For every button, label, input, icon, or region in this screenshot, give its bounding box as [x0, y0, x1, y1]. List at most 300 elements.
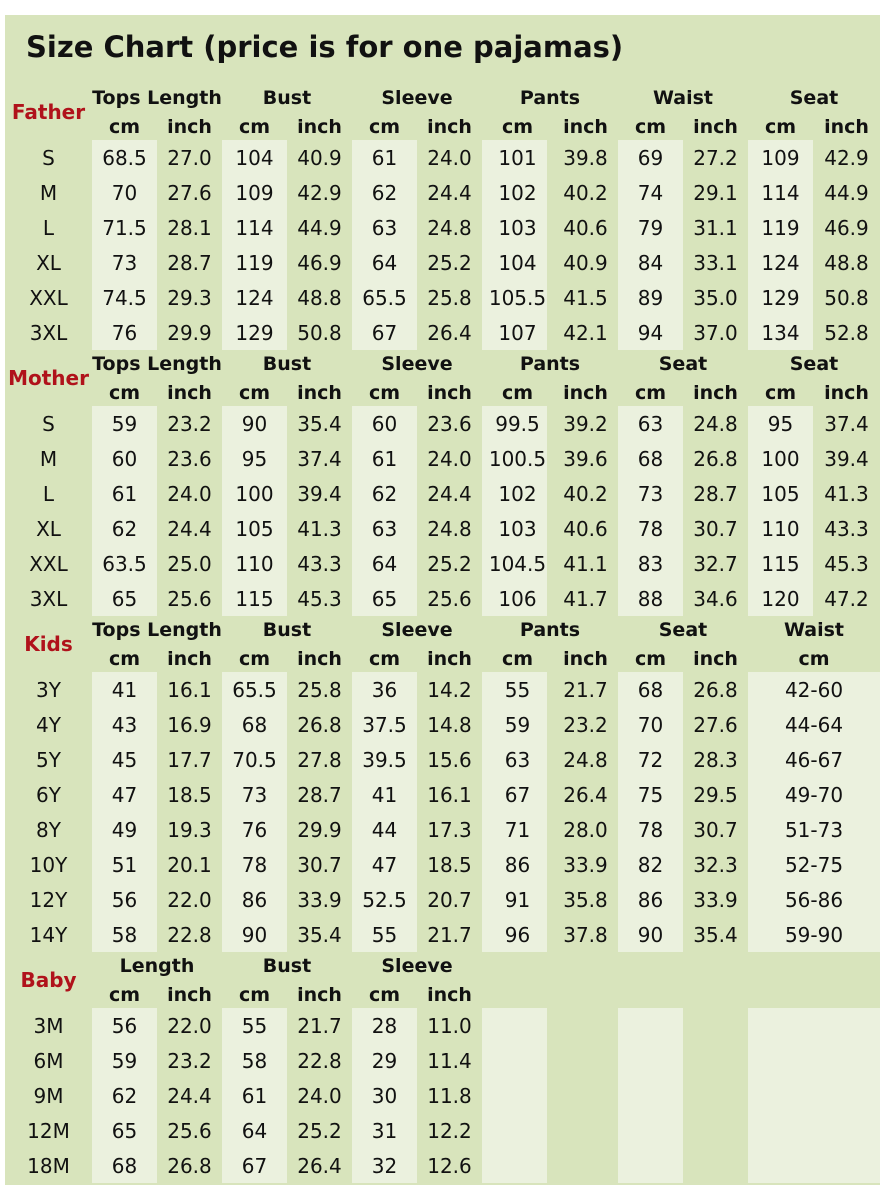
measurement-cell: 55 — [504, 677, 531, 702]
measurement-cell: 40.6 — [563, 516, 608, 541]
measurement-cell: 39.4 — [824, 446, 869, 471]
measurement-cell: 59-90 — [784, 922, 844, 947]
measurement-cell: 33.9 — [297, 887, 342, 912]
measurement-cell: 76 — [241, 817, 268, 842]
measurement-cell: 40.6 — [563, 215, 608, 240]
measurement-cell: 95 — [767, 411, 794, 436]
measurement-cell: 32.3 — [693, 852, 738, 877]
measurement-cell: 24.8 — [427, 215, 472, 240]
unit-header: cm — [501, 647, 534, 670]
measurement-cell: 23.2 — [563, 712, 608, 737]
measurement-cell: 37.8 — [563, 922, 608, 947]
measurement-cell: 86 — [504, 852, 531, 877]
measurement-cell: 33.9 — [563, 852, 608, 877]
measurement-cell: 52.8 — [824, 320, 869, 345]
measurement-cell: 48.8 — [824, 250, 869, 275]
measurement-cell: 41.1 — [563, 551, 608, 576]
size-label: S — [42, 145, 55, 170]
measurement-cell: 24.0 — [167, 481, 212, 506]
measurement-cell: 22.8 — [297, 1048, 342, 1073]
measurement-cell: 24.4 — [167, 516, 212, 541]
measurement-cell: 48.8 — [297, 285, 342, 310]
measurement-cell: 71.5 — [102, 215, 147, 240]
measurement-cell: 67 — [241, 1153, 268, 1178]
column-header: Sleeve — [381, 955, 453, 977]
column-header: Waist — [783, 619, 844, 641]
measurement-cell: 74.5 — [102, 285, 147, 310]
measurement-cell: 110 — [235, 551, 274, 576]
size-label: 12Y — [29, 887, 68, 912]
measurement-cell: 56-86 — [784, 887, 844, 912]
measurement-cell: 78 — [241, 852, 268, 877]
measurement-cell: 31.1 — [693, 215, 738, 240]
measurement-cell: 61 — [241, 1083, 268, 1108]
unit-header: cm — [501, 115, 534, 138]
measurement-cell: 84 — [637, 250, 664, 275]
measurement-cell: 25.2 — [297, 1118, 342, 1143]
measurement-cell: 11.8 — [427, 1083, 472, 1108]
measurement-cell: 35.4 — [297, 922, 342, 947]
measurement-cell: 37.4 — [824, 411, 869, 436]
measurement-cell: 60 — [371, 411, 398, 436]
unit-header: inch — [427, 115, 472, 138]
measurement-cell: 61 — [371, 145, 398, 170]
measurement-cell: 55 — [241, 1013, 268, 1038]
measurement-cell: 79 — [637, 215, 664, 240]
size-label: 3Y — [36, 677, 61, 702]
measurement-cell: 73 — [111, 250, 138, 275]
unit-header: inch — [427, 983, 472, 1006]
measurement-cell: 73 — [241, 782, 268, 807]
measurement-cell: 29.5 — [693, 782, 738, 807]
unit-header: cm — [238, 647, 271, 670]
measurement-cell: 45 — [111, 747, 138, 772]
unit-header: inch — [824, 115, 869, 138]
measurement-cell: 59 — [504, 712, 531, 737]
unit-header: cm — [238, 115, 271, 138]
column-band — [618, 1008, 683, 1183]
measurement-cell: 59 — [111, 411, 138, 436]
measurement-cell: 36 — [371, 677, 398, 702]
measurement-cell: 109 — [761, 145, 800, 170]
measurement-cell: 27.2 — [693, 145, 738, 170]
column-header: Bust — [262, 87, 312, 109]
unit-header: cm — [764, 115, 797, 138]
unit-header: cm — [368, 115, 401, 138]
measurement-cell: 42.9 — [297, 180, 342, 205]
measurement-cell: 78 — [637, 516, 664, 541]
size-label: XXL — [29, 551, 68, 576]
measurement-cell: 28.7 — [167, 250, 212, 275]
measurement-cell: 56 — [111, 1013, 138, 1038]
measurement-cell: 32.7 — [693, 551, 738, 576]
size-label: 3XL — [29, 586, 68, 611]
unit-header: cm — [238, 381, 271, 404]
measurement-cell: 50.8 — [297, 320, 342, 345]
unit-header: inch — [427, 381, 472, 404]
measurement-cell: 25.2 — [427, 250, 472, 275]
measurement-cell: 39.5 — [362, 747, 407, 772]
size-label: 6Y — [36, 782, 61, 807]
measurement-cell: 35.4 — [297, 411, 342, 436]
measurement-cell: 70.5 — [232, 747, 277, 772]
measurement-cell: 40.9 — [563, 250, 608, 275]
measurement-cell: 47 — [111, 782, 138, 807]
measurement-cell: 22.0 — [167, 887, 212, 912]
measurement-cell: 62 — [111, 516, 138, 541]
measurement-cell: 107 — [498, 320, 537, 345]
measurement-cell: 16.1 — [167, 677, 212, 702]
measurement-cell: 56 — [111, 887, 138, 912]
unit-header: inch — [563, 115, 608, 138]
measurement-cell: 23.6 — [427, 411, 472, 436]
measurement-cell: 24.4 — [427, 481, 472, 506]
measurement-cell: 33.1 — [693, 250, 738, 275]
measurement-cell: 100 — [761, 446, 800, 471]
measurement-cell: 14.2 — [427, 677, 472, 702]
measurement-cell: 18.5 — [427, 852, 472, 877]
measurement-cell: 69 — [637, 145, 664, 170]
measurement-cell: 103 — [498, 215, 537, 240]
column-header: Tops Length — [92, 619, 222, 641]
measurement-cell: 71 — [504, 817, 531, 842]
measurement-cell: 51-73 — [784, 817, 844, 842]
measurement-cell: 11.0 — [427, 1013, 472, 1038]
measurement-cell: 37.0 — [693, 320, 738, 345]
measurement-cell: 28.3 — [693, 747, 738, 772]
unit-header: cm — [368, 983, 401, 1006]
measurement-cell: 90 — [241, 922, 268, 947]
measurement-cell: 62 — [111, 1083, 138, 1108]
measurement-cell: 100.5 — [488, 446, 547, 471]
measurement-cell: 55 — [371, 922, 398, 947]
measurement-cell: 83 — [637, 551, 664, 576]
measurement-cell: 65 — [111, 1118, 138, 1143]
unit-header: inch — [167, 983, 212, 1006]
column-header: Pants — [519, 619, 581, 641]
measurement-cell: 44.9 — [824, 180, 869, 205]
column-header: Length — [119, 955, 195, 977]
measurement-cell: 62 — [371, 481, 398, 506]
measurement-cell: 18.5 — [167, 782, 212, 807]
measurement-cell: 22.8 — [167, 922, 212, 947]
measurement-cell: 63 — [371, 516, 398, 541]
measurement-cell: 24.8 — [693, 411, 738, 436]
unit-header: inch — [693, 647, 738, 670]
measurement-cell: 65 — [371, 586, 398, 611]
measurement-cell: 63.5 — [102, 551, 147, 576]
measurement-cell: 40.9 — [297, 145, 342, 170]
size-label: XL — [36, 250, 61, 275]
measurement-cell: 40.2 — [563, 180, 608, 205]
measurement-cell: 29.1 — [693, 180, 738, 205]
measurement-cell: 68 — [241, 712, 268, 737]
measurement-cell: 30 — [371, 1083, 398, 1108]
measurement-cell: 45.3 — [824, 551, 869, 576]
measurement-cell: 22.0 — [167, 1013, 212, 1038]
unit-header: cm — [501, 381, 534, 404]
measurement-cell: 29.9 — [167, 320, 212, 345]
measurement-cell: 78 — [637, 817, 664, 842]
measurement-cell: 14.8 — [427, 712, 472, 737]
measurement-cell: 23.6 — [167, 446, 212, 471]
measurement-cell: 62 — [371, 180, 398, 205]
unit-header: inch — [563, 647, 608, 670]
unit-header: inch — [167, 647, 212, 670]
measurement-cell: 44 — [371, 817, 398, 842]
measurement-cell: 109 — [235, 180, 274, 205]
measurement-cell: 65.5 — [362, 285, 407, 310]
measurement-cell: 105 — [235, 516, 274, 541]
measurement-cell: 44.9 — [297, 215, 342, 240]
measurement-cell: 46.9 — [297, 250, 342, 275]
column-header: Tops Length — [92, 353, 222, 375]
measurement-cell: 41.3 — [297, 516, 342, 541]
size-label: XL — [36, 516, 61, 541]
measurement-cell: 67 — [371, 320, 398, 345]
column-header: Pants — [519, 353, 581, 375]
measurement-cell: 64 — [241, 1118, 268, 1143]
measurement-cell: 70 — [111, 180, 138, 205]
measurement-cell: 28.7 — [297, 782, 342, 807]
measurement-cell: 63 — [371, 215, 398, 240]
measurement-cell: 104 — [235, 145, 274, 170]
measurement-cell: 27.6 — [167, 180, 212, 205]
measurement-cell: 11.4 — [427, 1048, 472, 1073]
measurement-cell: 25.0 — [167, 551, 212, 576]
measurement-cell: 88 — [637, 586, 664, 611]
measurement-cell: 74 — [637, 180, 664, 205]
measurement-cell: 28.1 — [167, 215, 212, 240]
unit-header: inch — [297, 115, 342, 138]
measurement-cell: 44-64 — [784, 712, 844, 737]
measurement-cell: 26.4 — [427, 320, 472, 345]
measurement-cell: 34.6 — [693, 586, 738, 611]
measurement-cell: 114 — [235, 215, 274, 240]
unit-header: inch — [693, 381, 738, 404]
measurement-cell: 12.2 — [427, 1118, 472, 1143]
measurement-cell: 30.7 — [693, 516, 738, 541]
measurement-cell: 19.3 — [167, 817, 212, 842]
size-label: 14Y — [29, 922, 68, 947]
size-label: 10Y — [29, 852, 68, 877]
unit-header: cm — [238, 983, 271, 1006]
measurement-cell: 39.4 — [297, 481, 342, 506]
measurement-cell: 75 — [637, 782, 664, 807]
measurement-cell: 25.8 — [297, 677, 342, 702]
size-label: 18M — [27, 1153, 70, 1178]
unit-header: inch — [427, 647, 472, 670]
measurement-cell: 37.5 — [362, 712, 407, 737]
measurement-cell: 103 — [498, 516, 537, 541]
measurement-cell: 29.9 — [297, 817, 342, 842]
size-label: 5Y — [36, 747, 61, 772]
measurement-cell: 24.4 — [167, 1083, 212, 1108]
unit-header: cm — [634, 647, 667, 670]
measurement-cell: 29 — [371, 1048, 398, 1073]
measurement-cell: 12.6 — [427, 1153, 472, 1178]
measurement-cell: 16.1 — [427, 782, 472, 807]
measurement-cell: 96 — [504, 922, 531, 947]
page-title: Size Chart (price is for one pajamas) — [26, 30, 624, 64]
measurement-cell: 25.6 — [427, 586, 472, 611]
measurement-cell: 20.7 — [427, 887, 472, 912]
measurement-cell: 21.7 — [297, 1013, 342, 1038]
measurement-cell: 21.7 — [563, 677, 608, 702]
measurement-cell: 35.4 — [693, 922, 738, 947]
measurement-cell: 115 — [235, 586, 274, 611]
measurement-cell: 68 — [111, 1153, 138, 1178]
column-band — [748, 1008, 813, 1183]
measurement-cell: 15.6 — [427, 747, 472, 772]
measurement-cell: 26.8 — [693, 446, 738, 471]
measurement-cell: 33.9 — [693, 887, 738, 912]
measurement-cell: 29.3 — [167, 285, 212, 310]
measurement-cell: 102 — [498, 481, 537, 506]
unit-header: cm — [368, 381, 401, 404]
column-header: Seat — [789, 353, 839, 375]
measurement-cell: 100 — [235, 481, 274, 506]
measurement-cell: 58 — [111, 922, 138, 947]
measurement-cell: 30.7 — [693, 817, 738, 842]
measurement-cell: 89 — [637, 285, 664, 310]
measurement-cell: 32 — [371, 1153, 398, 1178]
measurement-cell: 30.7 — [297, 852, 342, 877]
measurement-cell: 41 — [111, 677, 138, 702]
measurement-cell: 61 — [371, 446, 398, 471]
measurement-cell: 64 — [371, 551, 398, 576]
measurement-cell: 46.9 — [824, 215, 869, 240]
measurement-cell: 124 — [235, 285, 274, 310]
measurement-cell: 24.8 — [427, 516, 472, 541]
size-label: L — [42, 481, 55, 506]
measurement-cell: 28.7 — [693, 481, 738, 506]
measurement-cell: 47 — [371, 852, 398, 877]
size-label: S — [42, 411, 55, 436]
unit-header: cm — [764, 381, 797, 404]
measurement-cell: 40.2 — [563, 481, 608, 506]
column-header: Bust — [262, 619, 312, 641]
column-header: Seat — [789, 87, 839, 109]
size-label: M — [39, 180, 58, 205]
column-header: Bust — [262, 955, 312, 977]
measurement-cell: 39.2 — [563, 411, 608, 436]
measurement-cell: 16.9 — [167, 712, 212, 737]
measurement-cell: 24.8 — [563, 747, 608, 772]
empty-column-band — [813, 1008, 880, 1183]
measurement-cell: 25.8 — [427, 285, 472, 310]
measurement-cell: 90 — [637, 922, 664, 947]
column-header: Sleeve — [381, 353, 453, 375]
measurement-cell: 43.3 — [824, 516, 869, 541]
unit-header: inch — [693, 115, 738, 138]
measurement-cell: 31 — [371, 1118, 398, 1143]
measurement-cell: 21.7 — [427, 922, 472, 947]
measurement-cell: 17.7 — [167, 747, 212, 772]
measurement-cell: 25.2 — [427, 551, 472, 576]
measurement-cell: 73 — [637, 481, 664, 506]
measurement-cell: 25.6 — [167, 586, 212, 611]
size-label: XXL — [29, 285, 68, 310]
measurement-cell: 101 — [498, 145, 537, 170]
column-header: Tops Length — [92, 87, 222, 109]
measurement-cell: 70 — [637, 712, 664, 737]
unit-header: cm — [108, 381, 141, 404]
unit-header: cm — [798, 647, 830, 670]
column-header: Sleeve — [381, 87, 453, 109]
measurement-cell: 20.1 — [167, 852, 212, 877]
measurement-cell: 51 — [111, 852, 138, 877]
measurement-cell: 26.4 — [297, 1153, 342, 1178]
measurement-cell: 52-75 — [784, 852, 844, 877]
measurement-cell: 115 — [761, 551, 800, 576]
measurement-cell: 24.0 — [427, 446, 472, 471]
measurement-cell: 110 — [761, 516, 800, 541]
measurement-cell: 106 — [498, 586, 537, 611]
section-label: Father — [11, 100, 86, 124]
size-label: L — [42, 215, 55, 240]
measurement-cell: 41.5 — [563, 285, 608, 310]
measurement-cell: 50.8 — [824, 285, 869, 310]
unit-header: inch — [167, 381, 212, 404]
measurement-cell: 58 — [241, 1048, 268, 1073]
size-label: 12M — [27, 1118, 70, 1143]
measurement-cell: 65.5 — [232, 677, 277, 702]
measurement-cell: 94 — [637, 320, 664, 345]
measurement-cell: 119 — [235, 250, 274, 275]
unit-header: cm — [368, 647, 401, 670]
measurement-cell: 39.8 — [563, 145, 608, 170]
measurement-cell: 49 — [111, 817, 138, 842]
measurement-cell: 28 — [371, 1013, 398, 1038]
size-label: 4Y — [36, 712, 61, 737]
measurement-cell: 86 — [637, 887, 664, 912]
measurement-cell: 25.6 — [167, 1118, 212, 1143]
unit-header: inch — [824, 381, 869, 404]
measurement-cell: 35.0 — [693, 285, 738, 310]
measurement-cell: 86 — [241, 887, 268, 912]
measurement-cell: 47.2 — [824, 586, 869, 611]
size-label: 9M — [33, 1083, 64, 1108]
size-label: M — [39, 446, 58, 471]
measurement-cell: 28.0 — [563, 817, 608, 842]
measurement-cell: 82 — [637, 852, 664, 877]
unit-header: inch — [297, 381, 342, 404]
measurement-cell: 105.5 — [488, 285, 547, 310]
measurement-cell: 26.8 — [167, 1153, 212, 1178]
measurement-cell: 129 — [761, 285, 800, 310]
measurement-cell: 42.9 — [824, 145, 869, 170]
measurement-cell: 65 — [111, 586, 138, 611]
measurement-cell: 60 — [111, 446, 138, 471]
unit-header: inch — [297, 647, 342, 670]
section-label: Baby — [20, 968, 77, 992]
measurement-cell: 104 — [498, 250, 537, 275]
measurement-cell: 90 — [241, 411, 268, 436]
column-header: Sleeve — [381, 619, 453, 641]
unit-header: inch — [297, 983, 342, 1006]
measurement-cell: 27.0 — [167, 145, 212, 170]
measurement-cell: 26.4 — [563, 782, 608, 807]
measurement-cell: 59 — [111, 1048, 138, 1073]
unit-header: cm — [634, 381, 667, 404]
measurement-cell: 105 — [761, 481, 800, 506]
measurement-cell: 64 — [371, 250, 398, 275]
unit-header: inch — [167, 115, 212, 138]
measurement-cell: 23.2 — [167, 1048, 212, 1073]
column-header: Bust — [262, 353, 312, 375]
measurement-cell: 63 — [504, 747, 531, 772]
